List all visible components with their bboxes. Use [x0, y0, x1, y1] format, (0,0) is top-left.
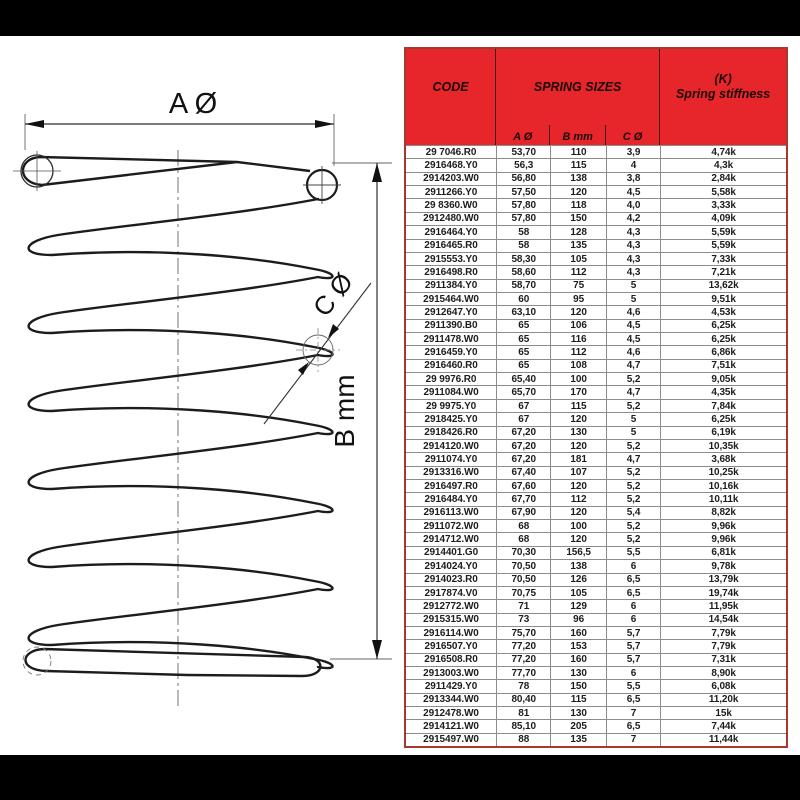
- cell-code: 2911429.Y0: [424, 681, 478, 693]
- subheader-b-mm: B mm: [550, 125, 605, 145]
- cell-code: 2916465.R0: [424, 240, 478, 252]
- cell-code: 29 9976.R0: [425, 373, 477, 385]
- table-row: [406, 599, 786, 612]
- dimension-label-b: B mm: [329, 374, 360, 448]
- cell-stiffness: 3,68k: [660, 453, 786, 465]
- cell-code: 2913316.W0: [423, 467, 479, 479]
- cell-stiffness: 4,74k: [660, 146, 786, 158]
- cell-code: 2911384.Y0: [424, 280, 478, 292]
- cell-stiffness: 7,33k: [660, 253, 786, 265]
- cell-c-diameter: 5,5: [606, 680, 660, 692]
- cell-c-diameter: 5,7: [606, 654, 660, 666]
- cell-code: 2914712.W0: [423, 534, 479, 546]
- cell-code: 2912647.Y0: [424, 306, 478, 318]
- cell-stiffness: 8,82k: [660, 507, 786, 519]
- cell-stiffness: 6,25k: [660, 413, 786, 425]
- cell-a-diameter: 63,10: [496, 306, 550, 318]
- cell-c-diameter: 4,7: [606, 386, 660, 398]
- cell-a-diameter: 85,10: [496, 720, 550, 732]
- cell-code: 2914120.W0: [423, 440, 479, 452]
- cell-code: 2911478.W0: [423, 333, 479, 345]
- cell-code: 2912772.W0: [423, 600, 479, 612]
- cell-c-diameter: 4,6: [606, 306, 660, 318]
- cell-b-mm: 129: [550, 600, 605, 612]
- cell-a-diameter: 67: [496, 413, 550, 425]
- cell-a-diameter: 57,50: [496, 186, 550, 198]
- cell-c-diameter: 5,2: [606, 520, 660, 532]
- cell-b-mm: 120: [550, 533, 605, 545]
- table-row: [406, 586, 786, 599]
- table-row: [406, 292, 786, 305]
- table-row: [406, 613, 786, 626]
- table-row: [406, 693, 786, 706]
- table-row: [406, 265, 786, 278]
- cell-code: 2914023.R0: [424, 574, 478, 586]
- cell-stiffness: 6,19k: [660, 427, 786, 439]
- cell-a-diameter: 58: [496, 240, 550, 252]
- cell-code: 2912480.W0: [423, 213, 479, 225]
- cell-a-diameter: 65,40: [496, 373, 550, 385]
- cell-a-diameter: 68: [496, 533, 550, 545]
- cell-b-mm: 105: [550, 587, 605, 599]
- cell-code: 29 9975.Y0: [425, 400, 477, 412]
- cell-stiffness: 8,90k: [660, 667, 786, 679]
- table-row: [406, 359, 786, 372]
- cell-c-diameter: 6: [606, 600, 660, 612]
- header-stiffness: [660, 49, 786, 125]
- cell-c-diameter: 6: [606, 667, 660, 679]
- cell-a-diameter: 58,60: [496, 266, 550, 278]
- table-row: [406, 466, 786, 479]
- table-row: [406, 519, 786, 532]
- table-row: [406, 172, 786, 185]
- cell-b-mm: 128: [550, 226, 605, 238]
- cell-a-diameter: 70,50: [496, 574, 550, 586]
- subheader-spacer-right: [660, 125, 786, 145]
- cell-stiffness: 9,78k: [660, 560, 786, 572]
- cell-a-diameter: 65: [496, 333, 550, 345]
- cell-c-diameter: 5: [606, 427, 660, 439]
- cell-code: 2917874.V0: [424, 587, 478, 599]
- cell-stiffness: 7,31k: [660, 654, 786, 666]
- cell-code: 2916508.R0: [424, 654, 478, 666]
- cell-c-diameter: 4,5: [606, 320, 660, 332]
- cell-b-mm: 130: [550, 667, 605, 679]
- dimension-label-a: A Ø: [168, 88, 218, 120]
- table-header: [406, 49, 786, 145]
- cell-a-diameter: 67,70: [496, 493, 550, 505]
- cell-stiffness: 9,96k: [660, 520, 786, 532]
- cell-c-diameter: 4,0: [606, 199, 660, 211]
- cell-stiffness: 10,16k: [660, 480, 786, 492]
- table-subheader-row: [406, 125, 786, 145]
- subheader-a-diameter: A Ø: [496, 125, 550, 145]
- cell-code: 2914203.W0: [423, 173, 479, 185]
- cell-stiffness: 6,81k: [660, 547, 786, 559]
- cell-code: 2911266.Y0: [424, 186, 478, 198]
- cell-a-diameter: 73: [496, 614, 550, 626]
- cell-stiffness: 9,05k: [660, 373, 786, 385]
- cell-stiffness: 7,84k: [660, 400, 786, 412]
- table-row: [406, 653, 786, 666]
- table-row: [406, 198, 786, 211]
- header-spring-sizes: SPRING SIZES: [496, 49, 660, 125]
- cell-b-mm: 156,5: [550, 547, 605, 559]
- cell-stiffness: 9,51k: [660, 293, 786, 305]
- cell-c-diameter: 5: [606, 280, 660, 292]
- cell-stiffness: 4,53k: [660, 306, 786, 318]
- cell-stiffness: 11,20k: [660, 694, 786, 706]
- dim-a-arrow-left: [25, 120, 44, 128]
- spring-top-end: [23, 157, 310, 185]
- cell-stiffness: 5,58k: [660, 186, 786, 198]
- cell-code: 2911074.Y0: [424, 453, 478, 465]
- cell-b-mm: 112: [550, 346, 605, 358]
- cell-b-mm: 138: [550, 560, 605, 572]
- table-row: [406, 506, 786, 519]
- cell-stiffness: 15k: [660, 707, 786, 719]
- cell-b-mm: 130: [550, 707, 605, 719]
- table-row: [406, 479, 786, 492]
- cell-c-diameter: 5,7: [606, 640, 660, 652]
- dim-a-arrow-right: [315, 120, 334, 128]
- spring-spec-table: [404, 47, 788, 748]
- table-row: [406, 345, 786, 358]
- spring-technical-drawing: [0, 36, 400, 755]
- cell-b-mm: 115: [550, 694, 605, 706]
- cell-b-mm: 105: [550, 253, 605, 265]
- cell-c-diameter: 4,3: [606, 253, 660, 265]
- table-row: [406, 626, 786, 639]
- table-row: [406, 532, 786, 545]
- cell-stiffness: 7,21k: [660, 266, 786, 278]
- cell-stiffness: 11,95k: [660, 600, 786, 612]
- cell-b-mm: 130: [550, 427, 605, 439]
- cell-c-diameter: 5,2: [606, 480, 660, 492]
- cell-c-diameter: 7: [606, 707, 660, 719]
- cell-a-diameter: 88: [496, 734, 550, 746]
- table-row: [406, 733, 786, 746]
- cell-a-diameter: 68: [496, 520, 550, 532]
- cell-stiffness: 13,79k: [660, 574, 786, 586]
- spring-coil: [29, 199, 333, 668]
- cell-c-diameter: 3,9: [606, 146, 660, 158]
- cell-b-mm: 135: [550, 734, 605, 746]
- cell-a-diameter: 57,80: [496, 199, 550, 211]
- cell-c-diameter: 5,4: [606, 507, 660, 519]
- cell-stiffness: 4,35k: [660, 386, 786, 398]
- cell-b-mm: 118: [550, 199, 605, 211]
- cell-a-diameter: 65: [496, 320, 550, 332]
- table-row: [406, 639, 786, 652]
- cell-c-diameter: 5,2: [606, 467, 660, 479]
- cell-a-diameter: 67,20: [496, 453, 550, 465]
- table-row: [406, 492, 786, 505]
- cell-a-diameter: 81: [496, 707, 550, 719]
- cell-code: 2913003.W0: [423, 667, 479, 679]
- table-row: [406, 679, 786, 692]
- table-row: [406, 252, 786, 265]
- subheader-c-diameter: C Ø: [606, 125, 660, 145]
- cell-code: 2916114.W0: [423, 627, 479, 639]
- cell-b-mm: 106: [550, 320, 605, 332]
- cell-c-diameter: 5,2: [606, 400, 660, 412]
- table-row: [406, 452, 786, 465]
- cell-c-diameter: 4,2: [606, 213, 660, 225]
- cell-a-diameter: 56,80: [496, 173, 550, 185]
- dimension-label-c: C Ø: [306, 267, 359, 322]
- table-row: [406, 546, 786, 559]
- cell-a-diameter: 65: [496, 346, 550, 358]
- table-row: [406, 439, 786, 452]
- cell-c-diameter: 4,6: [606, 346, 660, 358]
- cell-code: 2916460.R0: [424, 360, 478, 372]
- dim-b-arrow-bottom: [372, 640, 382, 659]
- cell-code: 2916464.Y0: [424, 226, 478, 238]
- cell-a-diameter: 57,80: [496, 213, 550, 225]
- cell-b-mm: 120: [550, 480, 605, 492]
- cell-b-mm: 108: [550, 360, 605, 372]
- table-row: [406, 319, 786, 332]
- cell-a-diameter: 80,40: [496, 694, 550, 706]
- table-row: [406, 158, 786, 171]
- cell-stiffness: 6,86k: [660, 346, 786, 358]
- cell-code: 2914401.G0: [423, 547, 479, 559]
- cell-code: 2915553.Y0: [424, 253, 478, 265]
- cell-c-diameter: 3,8: [606, 173, 660, 185]
- table-header-main-row: [406, 49, 786, 125]
- cell-stiffness: 6,25k: [660, 320, 786, 332]
- cell-c-diameter: 5,2: [606, 440, 660, 452]
- table-row: [406, 385, 786, 398]
- cell-b-mm: 160: [550, 654, 605, 666]
- table-row: [406, 305, 786, 318]
- cell-stiffness: 13,62k: [660, 280, 786, 292]
- cell-b-mm: 115: [550, 400, 605, 412]
- cell-stiffness: 6,08k: [660, 680, 786, 692]
- cell-b-mm: 120: [550, 507, 605, 519]
- cell-code: 2911390.B0: [424, 320, 478, 332]
- cell-b-mm: 112: [550, 266, 605, 278]
- header-stiffness-line1: (K): [714, 72, 732, 86]
- cell-c-diameter: 5: [606, 413, 660, 425]
- table-row: [406, 279, 786, 292]
- cell-c-diameter: 5,2: [606, 493, 660, 505]
- cell-code: 2914024.Y0: [424, 560, 478, 572]
- cell-c-diameter: 4,5: [606, 333, 660, 345]
- cell-code: 2916113.W0: [423, 507, 479, 519]
- cell-a-diameter: 65: [496, 360, 550, 372]
- cell-b-mm: 160: [550, 627, 605, 639]
- cell-code: 29 7046.R0: [425, 146, 477, 158]
- cell-b-mm: 170: [550, 386, 605, 398]
- bottom-black-bar: [0, 755, 800, 800]
- cell-a-diameter: 67,20: [496, 440, 550, 452]
- dim-c-arrow-upper: [328, 324, 339, 338]
- cell-code: 2918425.Y0: [424, 413, 478, 425]
- cell-b-mm: 107: [550, 467, 605, 479]
- cell-b-mm: 100: [550, 373, 605, 385]
- cell-code: 29 8360.W0: [424, 200, 478, 212]
- cell-stiffness: 4,3k: [660, 159, 786, 171]
- cell-c-diameter: 4,3: [606, 240, 660, 252]
- cell-c-diameter: 5: [606, 293, 660, 305]
- cell-a-diameter: 67,20: [496, 427, 550, 439]
- cell-c-diameter: 6,5: [606, 694, 660, 706]
- cell-code: 2915464.W0: [423, 293, 479, 305]
- cell-code: 2913344.W0: [423, 694, 479, 706]
- cell-c-diameter: 5,2: [606, 373, 660, 385]
- cell-b-mm: 135: [550, 240, 605, 252]
- cell-c-diameter: 5,2: [606, 533, 660, 545]
- cell-stiffness: 7,79k: [660, 627, 786, 639]
- cell-code: 2916459.Y0: [424, 347, 478, 359]
- cell-c-diameter: 4,7: [606, 360, 660, 372]
- cell-a-diameter: 77,70: [496, 667, 550, 679]
- cell-c-diameter: 5,7: [606, 627, 660, 639]
- cell-b-mm: 120: [550, 413, 605, 425]
- header-code: CODE: [406, 49, 496, 125]
- cell-stiffness: 5,59k: [660, 226, 786, 238]
- table-row: [406, 225, 786, 238]
- table-row: [406, 145, 786, 158]
- cell-b-mm: 75: [550, 280, 605, 292]
- cell-b-mm: 112: [550, 493, 605, 505]
- cell-stiffness: 9,96k: [660, 533, 786, 545]
- cell-b-mm: 181: [550, 453, 605, 465]
- cell-stiffness: 2,84k: [660, 173, 786, 185]
- cell-b-mm: 120: [550, 186, 605, 198]
- subheader-spacer-left: [406, 125, 496, 145]
- cell-b-mm: 110: [550, 146, 605, 158]
- cell-a-diameter: 65,70: [496, 386, 550, 398]
- cell-a-diameter: 60: [496, 293, 550, 305]
- table-row: [406, 372, 786, 385]
- cell-c-diameter: 4,3: [606, 226, 660, 238]
- cell-c-diameter: 6,5: [606, 720, 660, 732]
- cell-c-diameter: 4,7: [606, 453, 660, 465]
- cell-a-diameter: 67: [496, 400, 550, 412]
- table-body: [406, 145, 786, 746]
- cell-a-diameter: 70,75: [496, 587, 550, 599]
- table-row: [406, 185, 786, 198]
- cell-a-diameter: 67,90: [496, 507, 550, 519]
- table-row: [406, 239, 786, 252]
- cell-a-diameter: 67,40: [496, 467, 550, 479]
- cell-a-diameter: 77,20: [496, 654, 550, 666]
- cell-b-mm: 100: [550, 520, 605, 532]
- cell-stiffness: 4,09k: [660, 213, 786, 225]
- cell-code: 2912478.W0: [423, 707, 479, 719]
- cell-a-diameter: 53,70: [496, 146, 550, 158]
- cell-a-diameter: 78: [496, 680, 550, 692]
- cell-b-mm: 116: [550, 333, 605, 345]
- cell-a-diameter: 71: [496, 600, 550, 612]
- table-row: [406, 412, 786, 425]
- cell-code: 2915315.W0: [423, 614, 479, 626]
- cell-code: 2916484.Y0: [424, 494, 478, 506]
- cell-b-mm: 138: [550, 173, 605, 185]
- dim-b-arrow-top: [372, 163, 382, 182]
- table-row: [406, 666, 786, 679]
- cell-c-diameter: 4: [606, 159, 660, 171]
- cell-b-mm: 153: [550, 640, 605, 652]
- cell-a-diameter: 56,3: [496, 159, 550, 171]
- cell-a-diameter: 58: [496, 226, 550, 238]
- cell-stiffness: 3,33k: [660, 199, 786, 211]
- cell-stiffness: 6,25k: [660, 333, 786, 345]
- cell-a-diameter: 70,50: [496, 560, 550, 572]
- dim-c-arrow-lower: [298, 362, 309, 375]
- cell-c-diameter: 6: [606, 560, 660, 572]
- cell-stiffness: 7,51k: [660, 360, 786, 372]
- cell-c-diameter: 7: [606, 734, 660, 746]
- cell-a-diameter: 77,20: [496, 640, 550, 652]
- cell-b-mm: 115: [550, 159, 605, 171]
- cell-c-diameter: 5,5: [606, 547, 660, 559]
- cell-stiffness: 14,54k: [660, 614, 786, 626]
- table-row: [406, 332, 786, 345]
- cell-b-mm: 120: [550, 440, 605, 452]
- cell-c-diameter: 6,5: [606, 587, 660, 599]
- cell-stiffness: 10,25k: [660, 467, 786, 479]
- cell-b-mm: 120: [550, 306, 605, 318]
- cell-stiffness: 19,74k: [660, 587, 786, 599]
- cell-b-mm: 96: [550, 614, 605, 626]
- cell-b-mm: 126: [550, 574, 605, 586]
- cell-code: 2916468.Y0: [424, 160, 478, 172]
- cell-c-diameter: 4,5: [606, 186, 660, 198]
- cell-a-diameter: 58,30: [496, 253, 550, 265]
- table-row: [406, 559, 786, 572]
- cell-stiffness: 7,44k: [660, 720, 786, 732]
- table-row: [406, 426, 786, 439]
- table-row: [406, 719, 786, 732]
- cell-a-diameter: 75,70: [496, 627, 550, 639]
- table-row: [406, 573, 786, 586]
- cell-code: 2916497.R0: [424, 480, 478, 492]
- cell-code: 2918426.R0: [424, 427, 478, 439]
- cell-code: 2916498.R0: [424, 266, 478, 278]
- cell-stiffness: 10,11k: [660, 493, 786, 505]
- cell-stiffness: 5,59k: [660, 240, 786, 252]
- cell-c-diameter: 4,3: [606, 266, 660, 278]
- cell-code: 2916507.Y0: [424, 640, 478, 652]
- cell-code: 2911072.W0: [423, 520, 479, 532]
- cell-b-mm: 150: [550, 680, 605, 692]
- cell-code: 2915497.W0: [423, 734, 479, 746]
- cell-c-diameter: 6,5: [606, 574, 660, 586]
- cell-b-mm: 150: [550, 213, 605, 225]
- cell-code: 2911084.W0: [423, 387, 479, 399]
- table-row: [406, 706, 786, 719]
- cell-b-mm: 205: [550, 720, 605, 732]
- cell-a-diameter: 70,30: [496, 547, 550, 559]
- cell-a-diameter: 67,60: [496, 480, 550, 492]
- cell-a-diameter: 58,70: [496, 280, 550, 292]
- cell-code: 2914121.W0: [423, 721, 479, 733]
- cell-stiffness: 7,79k: [660, 640, 786, 652]
- header-stiffness-line2: Spring stiffness: [675, 87, 771, 101]
- top-black-bar: [0, 0, 800, 36]
- table-row: [406, 399, 786, 412]
- cell-b-mm: 95: [550, 293, 605, 305]
- cell-c-diameter: 6: [606, 614, 660, 626]
- table-row: [406, 212, 786, 225]
- cell-stiffness: 11,44k: [660, 734, 786, 746]
- cell-stiffness: 10,35k: [660, 440, 786, 452]
